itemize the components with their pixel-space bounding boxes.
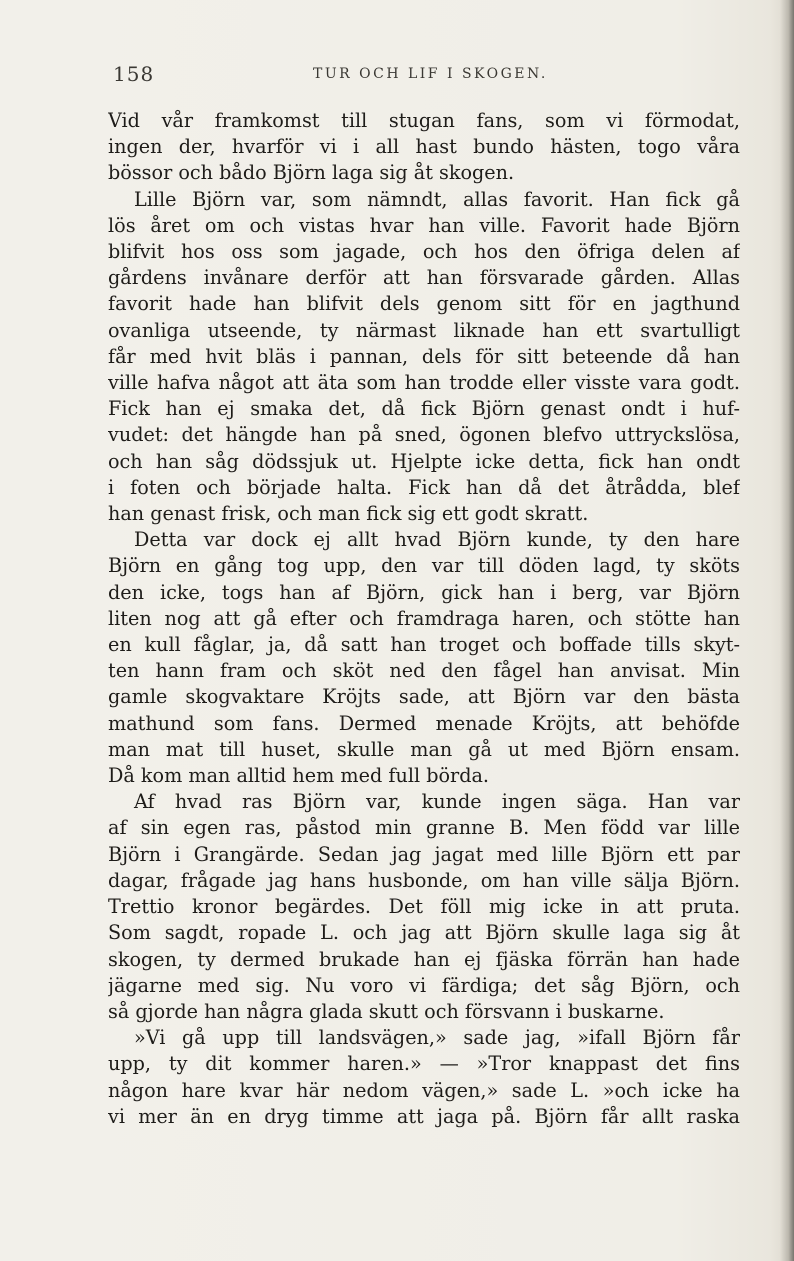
page-number: 158 (113, 62, 155, 86)
body-text (108, 108, 740, 1130)
text-line: så gjorde han några glada skutt och försvann i buskarne. (108, 999, 665, 1023)
text-line: får med hvit bläs i pannan, dels för sitt beteende då han (108, 344, 740, 368)
text-line: Lille Björn var, som nämndt, allas favorit. Han fick gå (134, 187, 740, 211)
running-head: TUR OCH LIF I SKOGEN. (313, 66, 548, 82)
page-header (113, 62, 743, 92)
text-line: Trettio kronor begärdes. Det föll mig icke in att pruta. (108, 895, 740, 919)
text-line: dagar, frågade jag hans husbonde, om han ville sälja Björn. (108, 868, 740, 892)
text-line: Af hvad ras Björn var, kunde ingen säga. Han var (134, 790, 740, 814)
text-line: favorit hade han blifvit dels genom sitt för en jagthund (108, 292, 740, 316)
text-line: gårdens invånare derför att han försvarade gården. Allas (108, 266, 740, 290)
text-line: Björn i Grangärde. Sedan jag jagat med lille Björn ett par (108, 842, 740, 866)
text-line: och han såg dödssjuk ut. Hjelpte icke detta, fick han ondt (108, 449, 740, 473)
text-line: Som sagdt, ropade L. och jag att Björn skulle laga sig åt (108, 921, 740, 945)
text-line: ovanliga utseende, ty närmast liknade han ett svartulligt (108, 318, 740, 342)
page-edge-shadow (780, 0, 794, 1261)
text-line: Detta var dock ej allt hvad Björn kunde, ty den hare (134, 528, 740, 552)
text-line: i foten och började halta. Fick han då det åtrådda, blef (108, 475, 740, 499)
text-line: man mat till huset, skulle man gå ut med Björn ensam. (108, 737, 740, 761)
text-line: »Vi gå upp till landsvägen,» sade jag, »ifall Björn får (134, 1026, 740, 1050)
text-line: gamle skogvaktare Kröjts sade, att Björn var den bästa (108, 685, 740, 709)
text-line: ten hann fram och sköt ned den fågel han anvisat. Min (108, 659, 740, 683)
text-line: jägarne med sig. Nu voro vi färdiga; det såg Björn, och (108, 973, 740, 997)
text-line: mathund som fans. Dermed menade Kröjts, att behöfde (108, 711, 740, 735)
text-line: Björn en gång tog upp, den var till döden lagd, ty sköts (108, 554, 740, 578)
text-line: någon hare kvar här nedom vägen,» sade L. »och icke ha (108, 1078, 740, 1102)
text-line: ingen der, hvarför vi i all hast bundo hästen, togo våra (108, 135, 740, 159)
text-line: ville hafva något att äta som han trodde eller visste vara godt. (108, 371, 740, 395)
text-line: bössor och bådo Björn laga sig åt skogen. (108, 161, 515, 185)
text-line: blifvit hos oss som jagade, och hos den öfriga delen af (108, 240, 740, 264)
text-line: skogen, ty dermed brukade han ej fjäska förrän han hade (108, 947, 740, 971)
text-line: lös året om och vistas hvar han ville. Favorit hade Björn (108, 213, 740, 237)
text-line: en kull fåglar, ja, då satt han troget och boffade tills skyt- (108, 633, 740, 657)
text-line: liten nog att gå efter och framdraga haren, och stötte han (108, 606, 740, 630)
text-line: den icke, togs han af Björn, gick han i berg, var Björn (108, 580, 740, 604)
text-line: vudet: det hängde han på sned, ögonen blefvo uttryckslösa, (108, 423, 740, 447)
text-line: upp, ty dit kommer haren.» — »Tror knappast det fins (108, 1052, 740, 1076)
text-line: han genast frisk, och man fick sig ett godt skratt. (108, 502, 589, 526)
text-line: Då kom man alltid hem med full börda. (108, 764, 490, 788)
text-line: af sin egen ras, påstod min granne B. Men född var lille (108, 816, 740, 840)
text-line: Vid vår framkomst till stugan fans, som vi förmodat, (108, 109, 740, 132)
text-line: vi mer än en dryg timme att jaga på. Björn får allt raska (108, 1104, 740, 1128)
text-line: Fick han ej smaka det, då fick Björn genast ondt i huf- (108, 397, 740, 421)
